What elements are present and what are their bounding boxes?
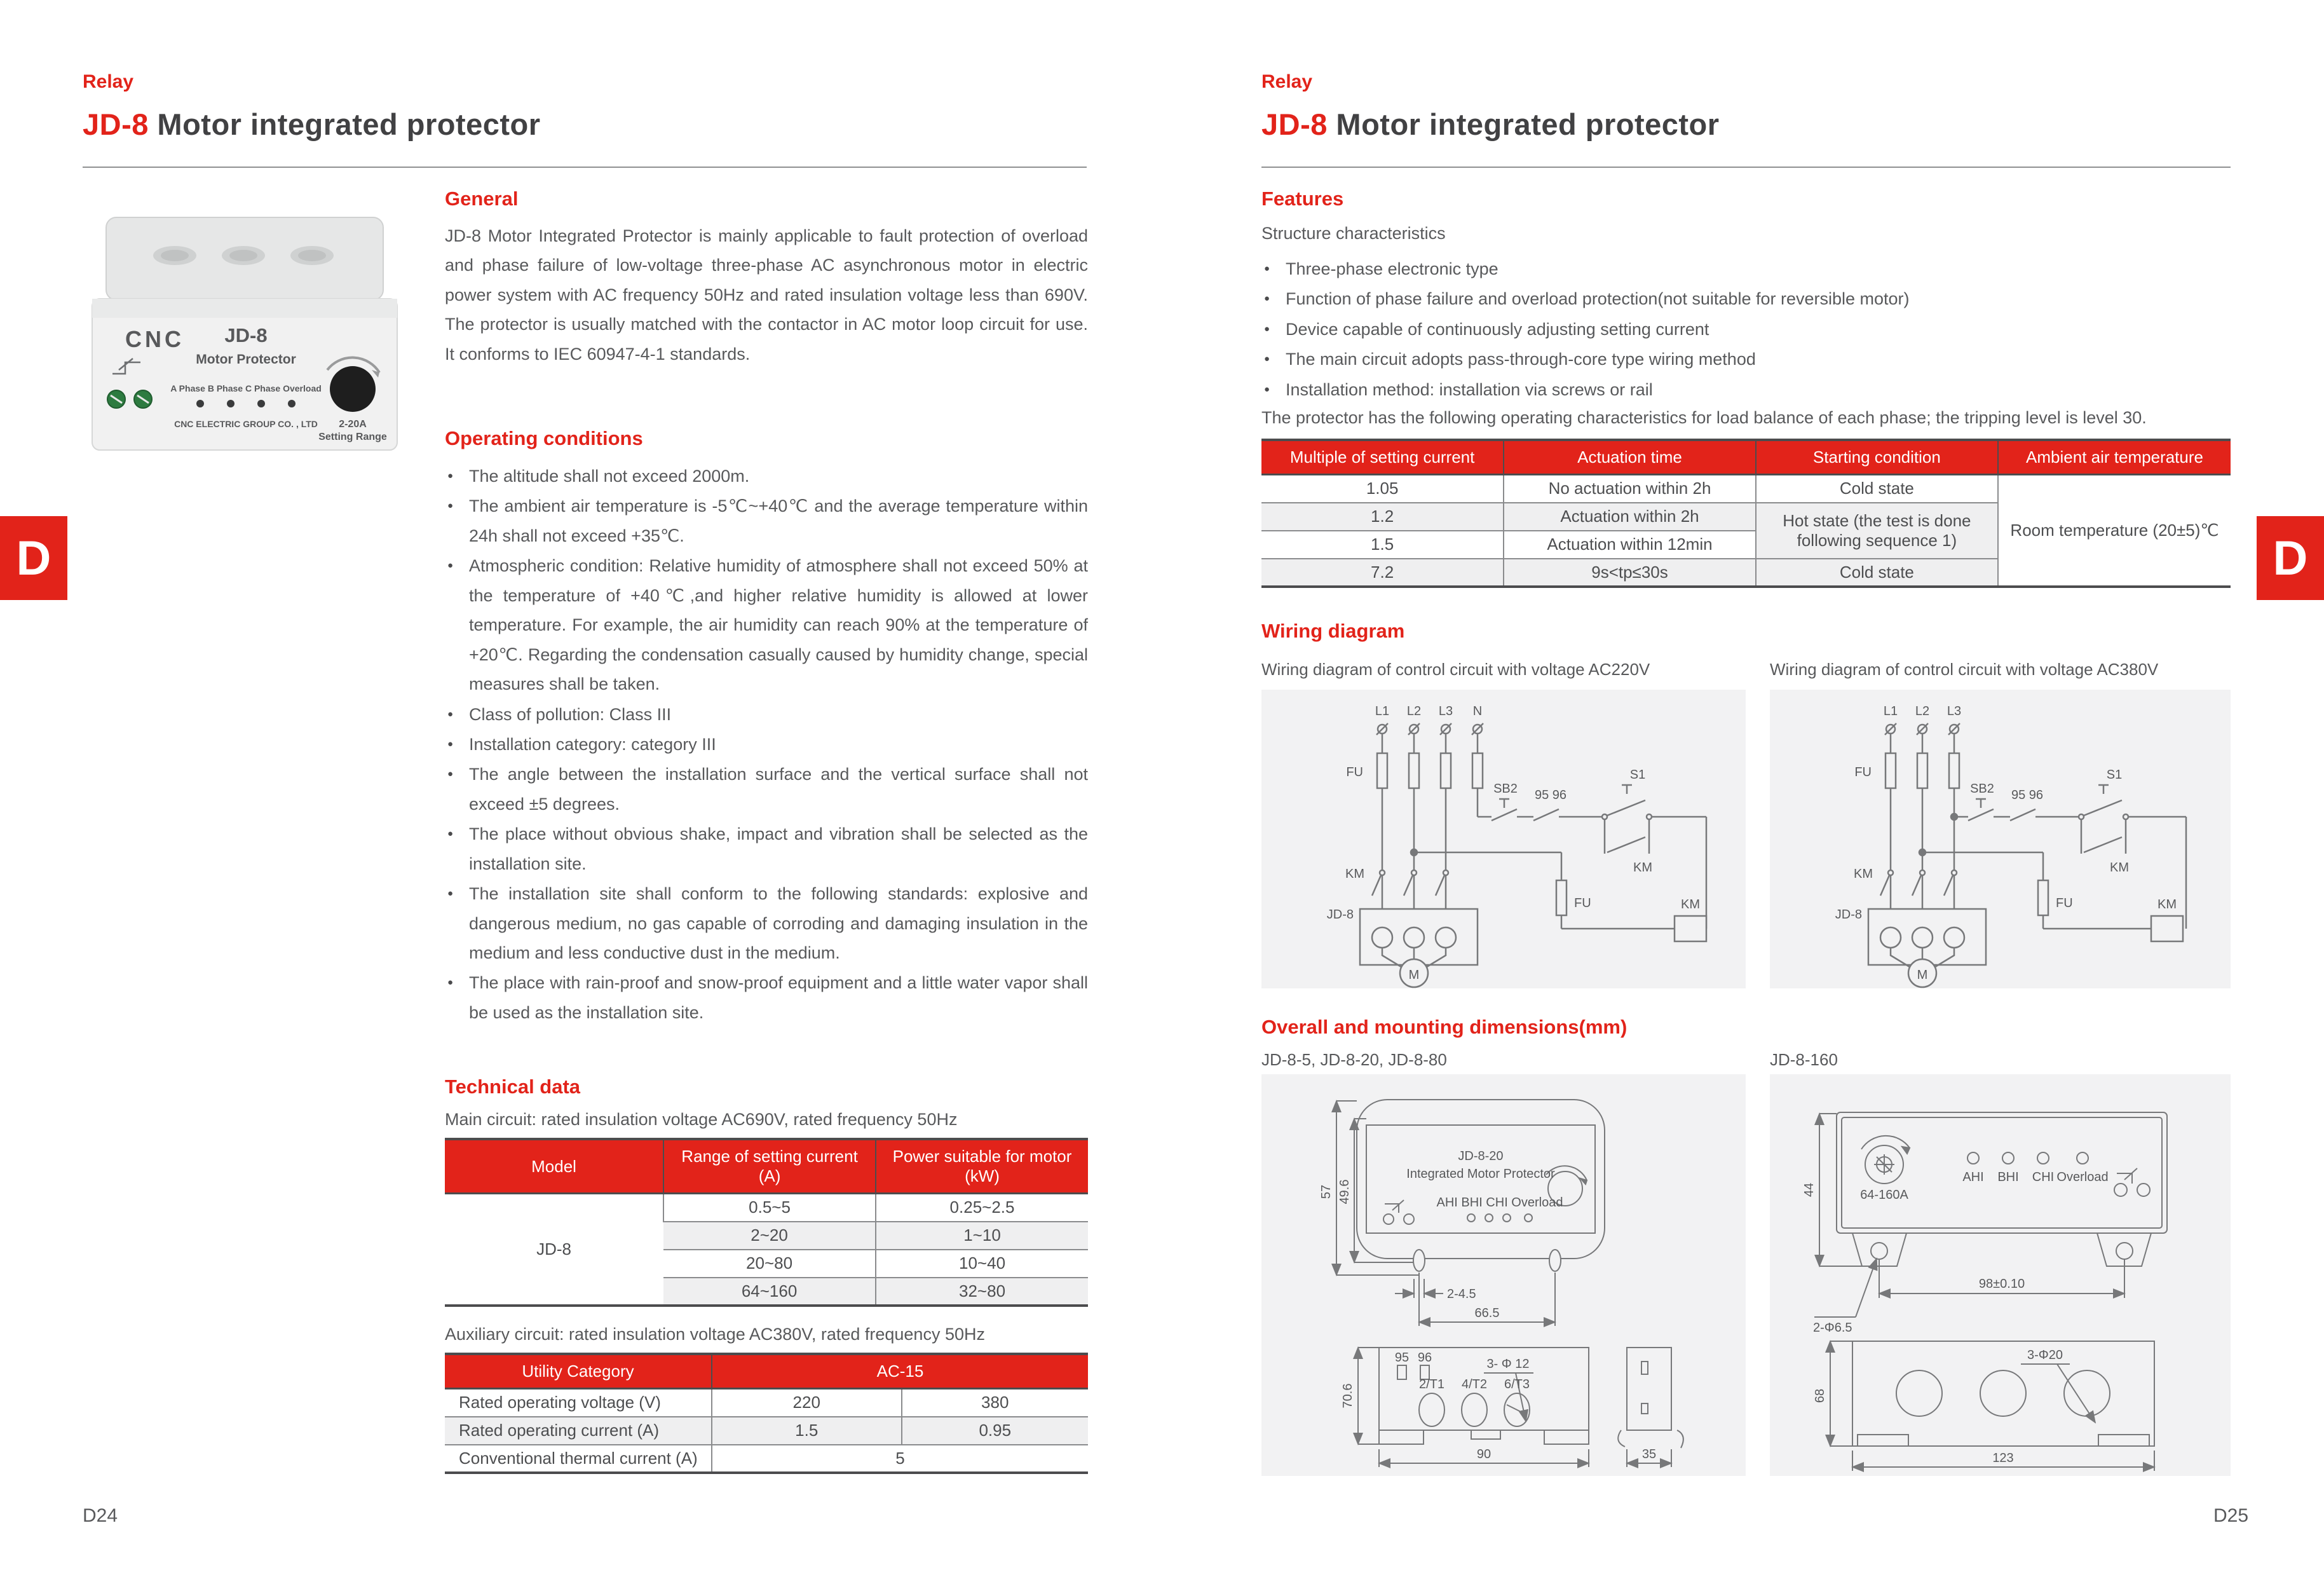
cell: 0.5~5 [663,1194,876,1222]
column-header: Range of setting current (A) [663,1139,876,1194]
product-company: CNC ELECTRIC GROUP CO. , LTD [174,419,318,429]
dimension-drawing-small [1261,1074,1746,1476]
product-led-labels: A Phase B Phase C Phase Overload [170,383,322,393]
page-number: D25 [2213,1505,2249,1526]
label-96: 96 [1417,1351,1432,1365]
product-model: JD-8 [224,324,268,346]
page-title [83,107,541,142]
label-l1: L1 [1375,704,1390,718]
model-cell: JD-8 [445,1194,663,1306]
general-body: JD-8 Motor Integrated Protector is mainly applicable to fault protection of overload and phase failure of low-voltage three-phase AC asynchronous motor in electric power system with AC frequency 50Hz and rated insulation voltage less than 690V. The protector is usually matched with the contactor in AC motor loop circuit for use. It conforms to IEC 60947-4-1 standards. [445,226,1088,364]
label-l3: L3 [1947,704,1962,718]
op-table-intro: The protector has the following operating characteristics for load balance of each phase; the tripping level is level 30. [1261,408,2147,427]
table-row [445,1389,1088,1417]
label-ahi: AHI [1962,1170,1984,1184]
dim-49-6: 49.6 [1338,1179,1352,1205]
page-number: D24 [83,1505,118,1526]
label-leds: AHI BHI CHI Overload [1436,1196,1563,1210]
page-title-model: JD-8 [83,107,149,141]
product-photo [79,203,410,464]
feature-bullet: ● Installation method: installation via screws or rail [1261,375,2231,404]
cell: 380 [902,1389,1089,1417]
technical-heading: Technical data [445,1075,581,1098]
section-tab-d: D [0,516,67,600]
operating-bullet: ● The place without obvious shake, impact and vibration shall be selected as the installation site. [445,819,1088,878]
table-row [1261,475,2231,503]
cell: 20~80 [663,1250,876,1278]
label-bhi: BHI [1997,1170,2019,1184]
label-fu: FU [1854,765,1872,779]
label-n: N [1472,704,1483,718]
wiring-caption-ac220v: Wiring diagram of control circuit with voltage AC220V [1261,660,1650,679]
table-row [445,1417,1088,1445]
category-label: Relay [83,71,134,92]
cell: 10~40 [876,1250,1088,1278]
label-km-aux: KM [2110,861,2129,875]
label-range: 64-160A [1860,1188,1908,1202]
feature-bullet: ● Function of phase failure and overload protection(not suitable for reversible motor) [1261,284,2231,313]
circuit-lines [1868,723,2186,987]
cell: No actuation within 2h [1504,475,1756,503]
label-4t2: 4/T2 [1461,1377,1488,1391]
column-header: Model [445,1139,663,1194]
operating-bullet: ● Atmospheric condition: Relative humidity of atmosphere shall not exceed 50% at the temperature of +40℃,and higher relative humidity is allowed at lower temperature. For example, the air humidity can reach 90% at the temperature of +20℃. Regarding the condensation casually caused by humidity change, special measures shall be taken. [445,551,1088,699]
hot-state-cell: Hot state (the test is done following sequence 1) [1756,503,1998,559]
dimensions-heading: Overall and mounting dimensions(mm) [1261,1016,1627,1038]
table-row [445,1194,1088,1222]
label-sb2: SB2 [1493,782,1518,796]
aux-circuit-table [445,1353,1088,1474]
label-motor: M [1917,968,1928,982]
page-d25 [1162,0,2324,1577]
cell: 1.5 [712,1417,902,1445]
label-l1: L1 [1883,704,1898,718]
callout-2-phi65: 2-Φ6.5 [1813,1321,1852,1335]
label-km-aux: KM [1633,861,1652,875]
column-header: Ambient air temperature [1998,440,2231,475]
operating-bullet-list [445,461,1088,1028]
label-motor: M [1408,968,1420,982]
row-label: Conventional thermal current (A) [445,1445,712,1473]
title-rule [83,167,1087,168]
label-s1: S1 [2106,768,2123,782]
label-jd8: JD-8 [1835,908,1862,922]
cell: 5 [712,1445,1088,1473]
operating-bullet: ● The ambient air temperature is -5℃~+40℃ and the average temperature within 24h shall not exceed +35℃. [445,491,1088,550]
label-95: 95 [1394,1351,1410,1365]
operating-bullet: ● The place with rain-proof and snow-proof equipment and a little water vapor shall be used as the installation site. [445,968,1088,1027]
callout-3-phi12: 3- Φ 12 [1486,1357,1530,1371]
operating-characteristics-table [1261,439,2231,588]
cell: 0.25~2.5 [876,1194,1088,1222]
cell: Actuation within 2h [1504,503,1756,531]
main-circuit-note: Main circuit: rated insulation voltage AC690V, rated frequency 50Hz [445,1110,958,1129]
table-header-row [1261,440,2231,475]
cell: 9s<tp≤30s [1504,559,1756,587]
dim-66-5: 66.5 [1474,1306,1500,1320]
ambient-cell: Room temperature (20±5)℃ [1998,475,2231,587]
column-header: Multiple of setting current [1261,440,1504,475]
label-2t1: 2/T1 [1418,1377,1445,1391]
cell: 1.05 [1261,475,1504,503]
product-range: 2-20A [339,419,367,430]
dim-2-4-5: 2-4.5 [1447,1287,1476,1301]
dim-35: 35 [1641,1447,1657,1461]
dim-70-6: 70.6 [1341,1383,1355,1409]
label-6t3: 6/T3 [1504,1377,1530,1391]
dim-90: 90 [1476,1447,1492,1461]
wiring-heading: Wiring diagram [1261,620,1405,642]
features-subheading: Structure characteristics [1261,224,1446,243]
general-heading: General [445,188,519,210]
category-label: Relay [1261,71,1313,92]
label-km: KM [1345,867,1364,881]
label-km: KM [1854,867,1873,881]
device-illustration [92,217,397,450]
page-title-model: JD-8 [1261,107,1328,141]
title-rule [1261,167,2231,168]
cell: 2~20 [663,1222,876,1250]
features-heading: Features [1261,188,1344,210]
label-l2: L2 [1406,704,1422,718]
label-s1: S1 [1629,768,1646,782]
column-header: AC-15 [712,1354,1088,1389]
drawing-labels [1319,1149,1656,1461]
cell: Cold state [1756,475,1998,503]
table-row [445,1445,1088,1473]
dim-57: 57 [1319,1184,1333,1199]
aux-circuit-note: Auxiliary circuit: rated insulation voltage AC380V, rated frequency 50Hz [445,1325,985,1344]
cell: 64~160 [663,1278,876,1306]
label-model: JD-8-20 [1458,1149,1504,1163]
main-circuit-table [445,1138,1088,1307]
circuit-lines [1360,723,1706,987]
label-jd8: JD-8 [1326,908,1354,922]
column-header: Actuation time [1504,440,1756,475]
drawing-lines [1336,1100,1683,1467]
label-chi: CHI [2032,1170,2055,1184]
operating-bullet: ● The altitude shall not exceed 2000m. [445,461,1088,491]
row-label: Rated operating current (A) [445,1417,712,1445]
operating-bullet: ● The installation site shall conform to the following standards: explosive and dangerous medium, no gas capable of corroding and damaging insulation in the medium and less conductive dust in the medium. [445,879,1088,967]
column-header: Starting condition [1756,440,1998,475]
operating-bullet: ● The angle between the installation surface and the vertical surface shall not exceed ±5 degrees. [445,760,1088,819]
features-bullet-list [1261,254,2231,405]
cell: 220 [712,1389,902,1417]
label-km-coil: KM [1681,898,1700,911]
cell: Cold state [1756,559,1998,587]
label-fu2: FU [1574,896,1591,910]
product-name: Motor Protector [196,352,296,367]
page-title [1261,107,1720,142]
feature-bullet: ● The main circuit adopts pass-through-core type wiring method [1261,345,2231,374]
feature-bullet: ● Device capable of continuously adjusting setting current [1261,315,2231,344]
wiring-diagram-ac220v [1261,690,1746,988]
operating-bullet: ● Installation category: category III [445,730,1088,759]
column-header: Power suitable for motor (kW) [876,1139,1088,1194]
feature-bullet: ● Three-phase electronic type [1261,254,2231,283]
cell: 32~80 [876,1278,1088,1306]
cell: Actuation within 12min [1504,531,1756,559]
product-range-sub: Setting Range [318,432,387,442]
dim-123: 123 [1992,1451,2014,1465]
page-title-rest: Motor integrated protector [148,107,541,141]
section-tab-d: D [2257,516,2324,600]
label-fu: FU [1346,765,1363,779]
wiring-caption-ac380v: Wiring diagram of control circuit with voltage AC380V [1770,660,2159,679]
label-9596: 95 96 [1534,788,1567,802]
row-label: Rated operating voltage (V) [445,1389,712,1417]
dim-98: 98±0.10 [1978,1277,2025,1291]
dim-68: 68 [1813,1388,1827,1403]
dim-44: 44 [1802,1182,1816,1198]
label-overload: Overload [2056,1170,2109,1184]
cell: 1.2 [1261,503,1504,531]
page-title-rest: Motor integrated protector [1327,107,1720,141]
label-sb2: SB2 [1970,782,1994,796]
drawing-lines [1814,1112,2167,1471]
table-header-row [445,1354,1088,1389]
dims-caption-small: JD-8-5, JD-8-20, JD-8-80 [1261,1050,1447,1069]
cell: 0.95 [902,1417,1089,1445]
label-l2: L2 [1915,704,1930,718]
wiring-diagram-ac380v [1770,690,2231,988]
operating-heading: Operating conditions [445,427,643,449]
product-brand: CNC [125,326,184,352]
cell: 1.5 [1261,531,1504,559]
label-9596: 95 96 [2011,788,2044,802]
label-fu2: FU [2056,896,2073,910]
cell: 1~10 [876,1222,1088,1250]
cell: 7.2 [1261,559,1504,587]
operating-bullet: ● Class of pollution: Class III [445,700,1088,729]
dimension-drawing-large [1770,1074,2231,1476]
label-km-coil: KM [2158,898,2177,911]
column-header: Utility Category [445,1354,712,1389]
table-header-row [445,1139,1088,1194]
callout-3-phi20: 3-Φ20 [2027,1348,2063,1362]
label-l3: L3 [1438,704,1453,718]
label-subtitle: Integrated Motor Protector [1406,1167,1555,1181]
dims-caption-large: JD-8-160 [1770,1050,1838,1069]
